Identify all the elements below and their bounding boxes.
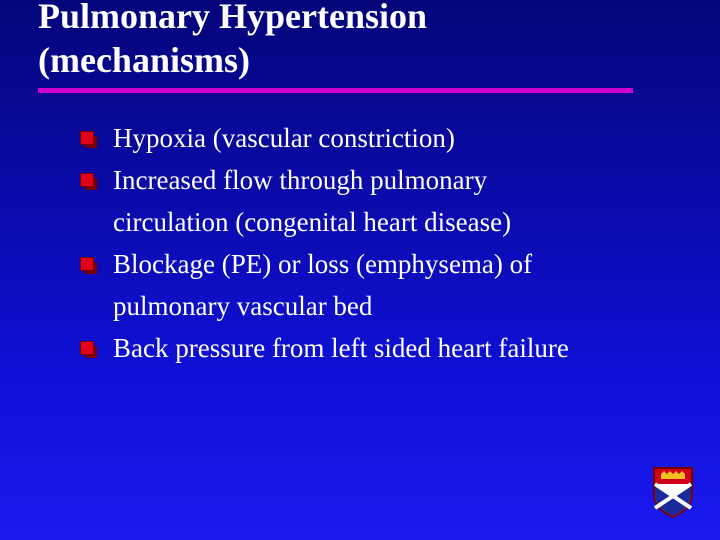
bullet-text: Back pressure from left sided heart failure [113, 333, 569, 363]
square-bullet-icon [80, 257, 94, 271]
slide-title-line-2: (mechanisms) [38, 40, 250, 80]
square-bullet-icon [80, 131, 94, 145]
bullet-item [80, 159, 700, 243]
title-underline [38, 88, 633, 93]
square-bullet-icon [80, 341, 94, 355]
university-crest-icon [652, 466, 694, 518]
bullet-text: Hypoxia (vascular constriction) [113, 123, 455, 153]
bullet-item [80, 243, 700, 327]
bullet-text: Increased flow through pulmonary [113, 165, 488, 195]
bullet-text: Blockage (PE) or loss (emphysema) of [113, 249, 533, 279]
bullet-text-continued: circulation (congenital heart disease) [113, 207, 512, 237]
square-bullet-icon [80, 173, 94, 187]
slide-title [38, 0, 678, 82]
slide-title-line-1: Pulmonary Hypertension [38, 0, 428, 36]
bullet-text-continued: pulmonary vascular bed [113, 291, 373, 321]
bullet-item [80, 117, 700, 159]
bullet-item [80, 327, 700, 369]
bullet-list [80, 117, 700, 369]
